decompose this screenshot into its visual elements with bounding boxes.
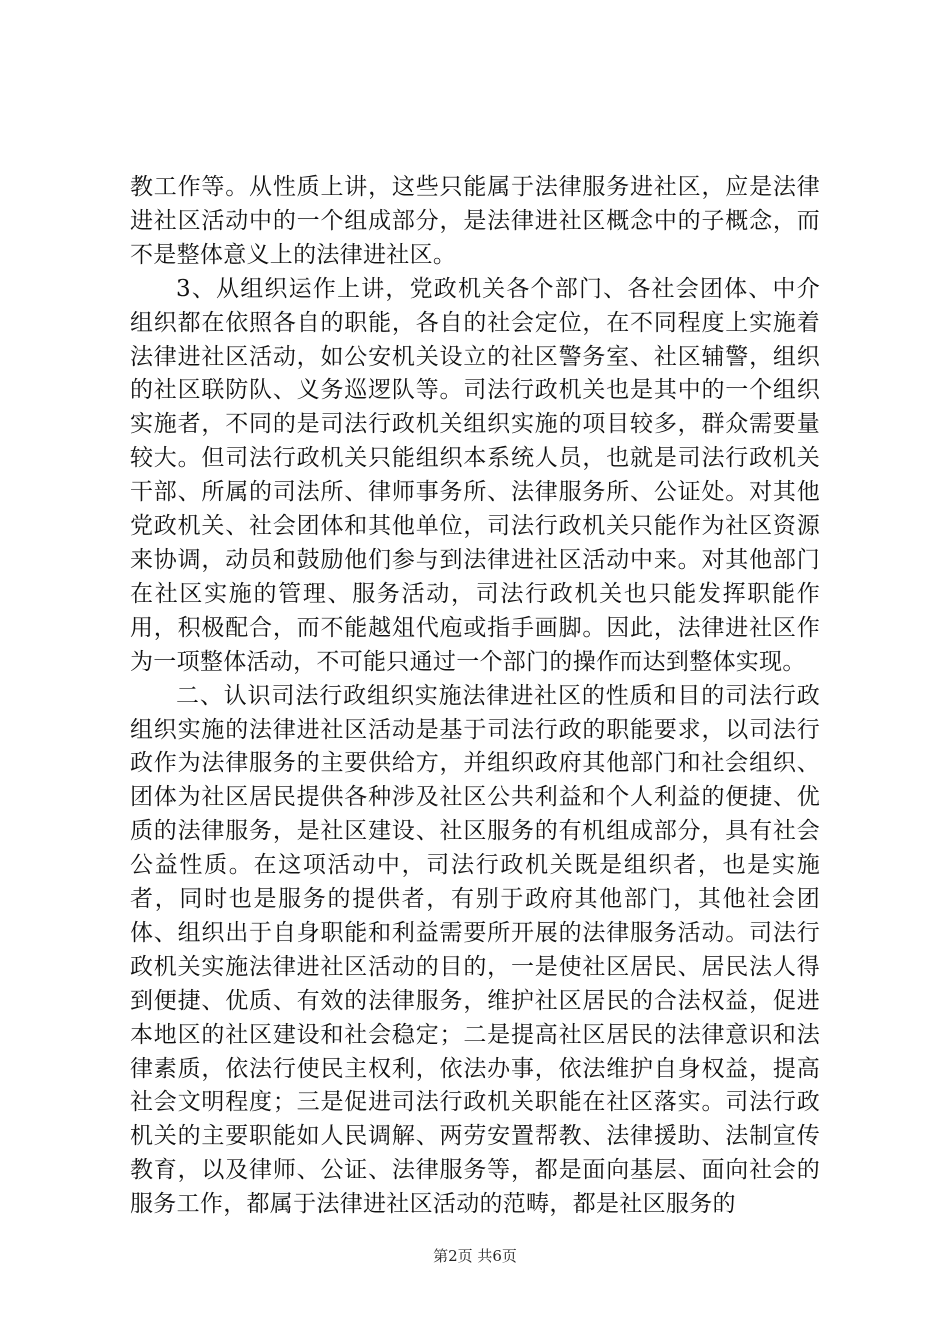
paragraph-2: 3、从组织运作上讲，党政机关各个部门、各社会团体、中介组织都在依照各自的职能，各自的社会定位，在不同程度上实施着法律进社区活动，如公安机关设立的社区警务室、社区辅警，组织的社区联防队、义务巡逻队等。司法行政机关也是其中的一个组织实施者，不同的是司法行政机关组织实施的项目较多，群众需要量较大。但司法行政机关只能组织本系统人员，也就是司法行政机关干部、所属的司法所、律师事务所、法律服务所、公证处。对其他党政机关、社会团体和其他单位，司法行政机关只能作为社区资源来协调，动员和鼓励他们参与到法律进社区活动中来。对其他部门在社区实施的管理、服务活动，司法行政机关也只能发挥职能作用，积极配合，而不能越俎代庖或指手画脚。因此，法律进社区作为一项整体活动，不可能只通过一个部门的操作而达到整体实现。: [130, 275, 820, 675]
paragraph-3: 二、认识司法行政组织实施法律进社区的性质和目的司法行政组织实施的法律进社区活动是基于司法行政的职能要求，以司法行政作为法律服务的主要供给方，并组织政府其他部门和社会组织、团体为社区居民提供各种涉及社区公共利益和个人利益的便捷、优质的法律服务，是社区建设、社区服务的有机组成部分，具有社会公益性质。在这项活动中，司法行政机关既是组织者，也是实施者，同时也是服务的提供者，有别于政府其他部门，其他社会团体、组织出于自身职能和利益需要所开展的法律服务活动。司法行政机关实施法律进社区活动的目的，一是使社区居民、居民法人得到便捷、优质、有效的法律服务，维护社区居民的合法权益，促进本地区的社区建设和社会稳定；二是提高社区居民的法律意识和法律素质，依法行使民主权利，依法办事，依法维护自身权益，提高社会文明程度；三是促进司法行政机关职能在社区落实。司法行政机关的主要职能如人民调解、两劳安置帮教、法律援助、法制宣传教育，以及律师、公证、法律服务等，都是面向基层、面向社会的服务工作，都属于法律进社区活动的范畴，都是社区服务的: [130, 682, 820, 1218]
document-body: [130, 171, 820, 1222]
page-footer: 第2页 共6页: [433, 1247, 517, 1265]
paragraph-1: 教工作等。从性质上讲，这些只能属于法律服务进社区，应是法律进社区活动中的一个组成部分，是法律进社区概念中的子概念，而不是整体意义上的法律进社区。: [130, 174, 820, 268]
